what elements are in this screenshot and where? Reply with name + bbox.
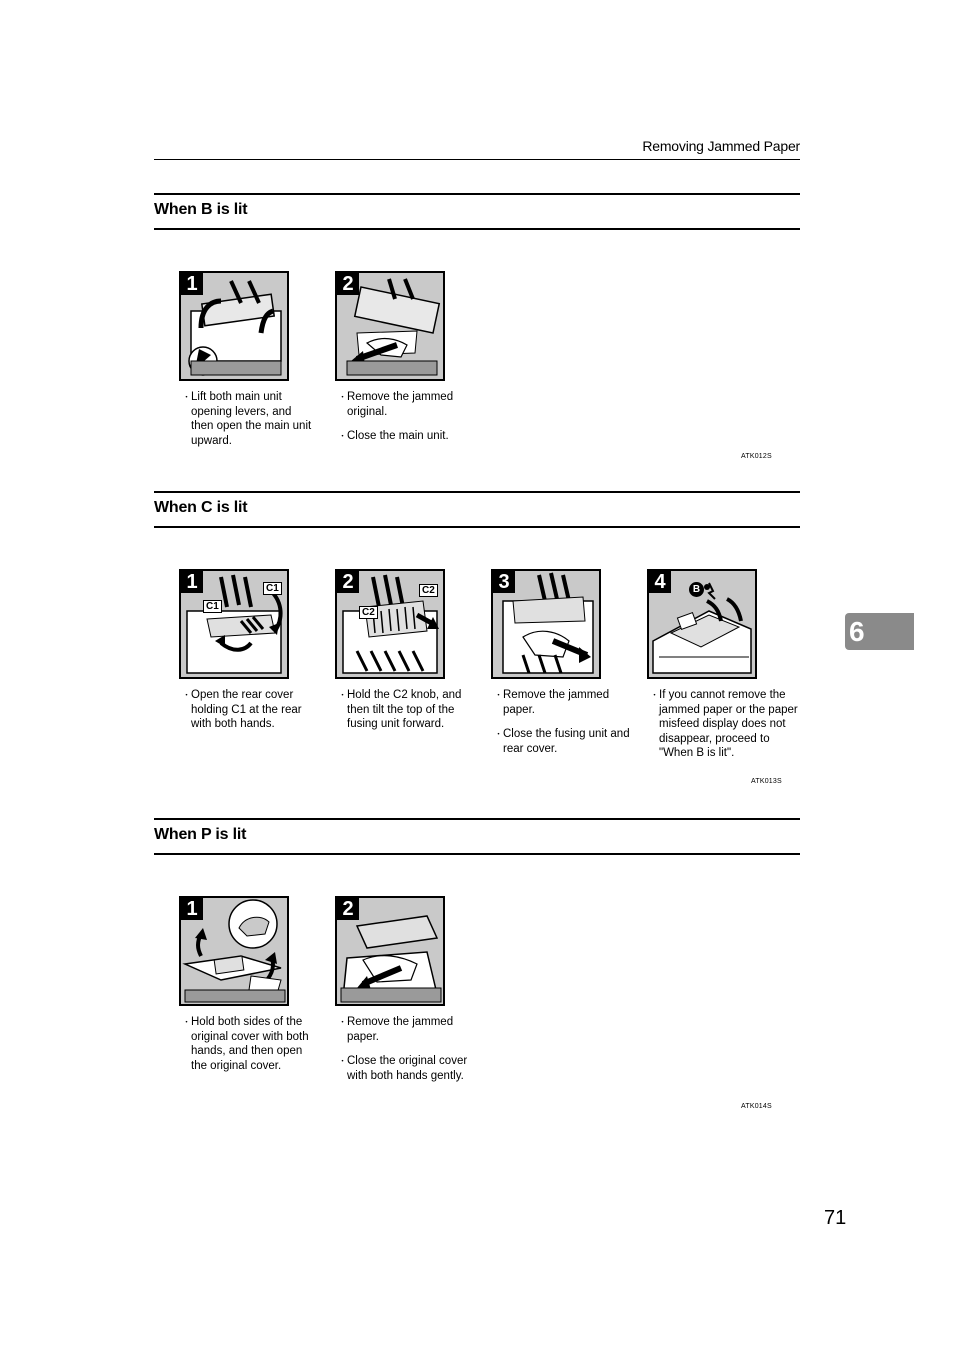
c1-label: C1 [203,600,222,613]
section-c-top-rule [154,491,800,493]
step-number-badge: 2 [337,571,359,593]
section-p-step-2-caption [338,1015,468,1093]
step-number-badge: 2 [337,273,359,295]
section-b-step-1-caption [182,390,312,458]
section-b-step-2-caption [338,390,478,454]
section-c-step-1-caption [182,688,317,742]
section-c-title: When C is lit [154,499,248,516]
step-number-badge: 1 [181,898,203,920]
section-c-step-4-caption [650,688,800,771]
section-p-figure-code: ATK014S [741,1103,772,1110]
step-number-badge: 4 [649,571,671,593]
header-rule [154,159,800,160]
section-b-figure-code: ATK012S [741,453,772,460]
section-p-step-1-illustration [179,896,289,1006]
caption-text: ・ If you cannot remove the jammed paper or the paper misfeed display does not disappear, proceed to "When B is lit". [650,688,800,761]
caption-text: ・ Remove the jammed original. [338,390,478,419]
section-c-step-1-illustration [179,569,289,679]
section-c-step-2-caption [338,688,468,742]
chapter-tab: 6 [845,613,914,650]
section-b-step-2-illustration [335,271,445,381]
caption-text: ・ Close the original cover with both hands gently. [338,1054,468,1083]
caption-text: ・ Remove the jammed paper. [494,688,634,717]
section-p-step-1-caption [182,1015,312,1083]
caption-text: ・ Lift both main unit opening levers, and then open the main unit upward. [182,390,312,448]
step-number-badge: 1 [181,571,203,593]
caption-text: ・ Close the fusing unit and rear cover. [494,727,634,756]
section-p-title: When P is lit [154,826,247,843]
caption-text: ・ Hold the C2 knob, and then tilt the top of the fusing unit forward. [338,688,468,732]
section-c-figure-code: ATK013S [751,778,782,785]
section-c-step-3-illustration [491,569,601,679]
caption-text: ・ Remove the jammed paper. [338,1015,468,1044]
section-c-step-4-illustration [647,569,757,679]
section-p-step-2-illustration [335,896,445,1006]
step-number-badge: 1 [181,273,203,295]
step-number-badge: 2 [337,898,359,920]
section-c-bottom-rule [154,526,800,528]
section-c-step-2-illustration [335,569,445,679]
caption-text: ・ Hold both sides of the original cover with both hands, and then open the original cover. [182,1015,312,1073]
c2-label: C2 [419,584,438,597]
section-c-step-3-caption [494,688,634,766]
section-b-title: When B is lit [154,201,248,218]
c2-label: C2 [359,606,378,619]
caption-text: ・ Close the main unit. [338,429,478,444]
caption-text: ・ Open the rear cover holding C1 at the rear with both hands. [182,688,317,732]
section-b-bottom-rule [154,228,800,230]
c1-label: C1 [263,582,282,595]
section-b-step-1-illustration [179,271,289,381]
section-p-top-rule [154,818,800,820]
step-number-badge: 3 [493,571,515,593]
b-indicator-icon: B [689,582,704,597]
section-b-top-rule [154,193,800,195]
running-header: Removing Jammed Paper [642,138,800,154]
page-number: 71 [824,1207,847,1229]
section-p-bottom-rule [154,853,800,855]
